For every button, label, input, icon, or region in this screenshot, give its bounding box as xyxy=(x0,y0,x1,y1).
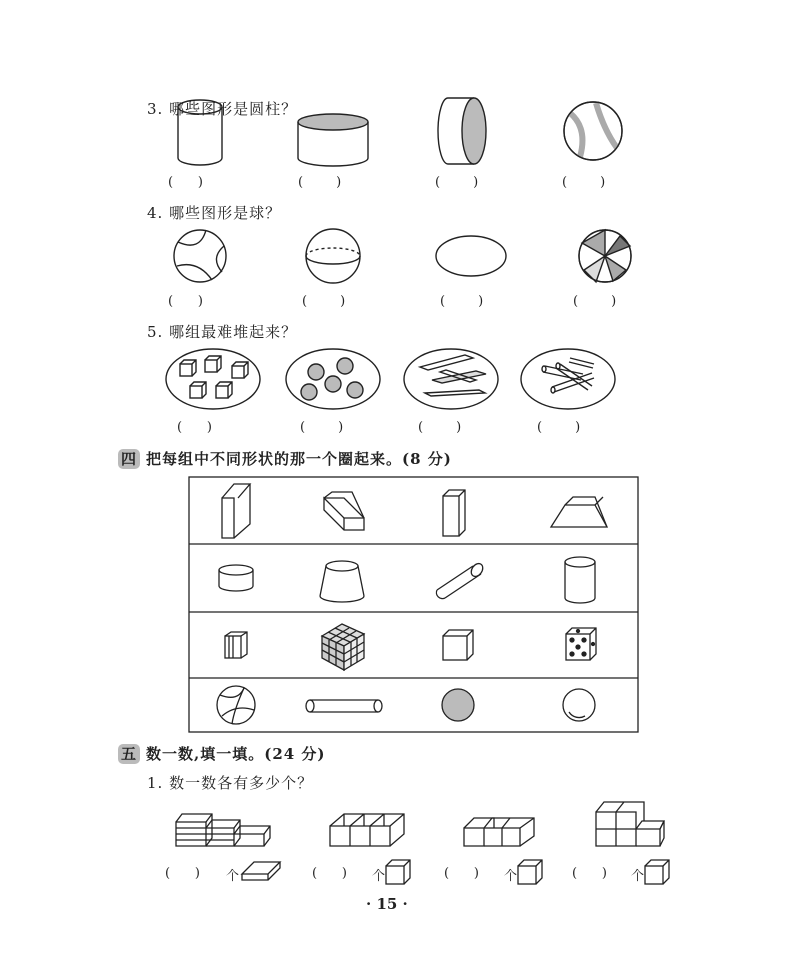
cubes-stair xyxy=(596,802,664,846)
count-answer-1[interactable]: ( ) xyxy=(165,866,200,881)
q5-group-cylinders xyxy=(521,349,615,409)
question-3-title: 3. 哪些图形是圆柱？ xyxy=(147,100,298,118)
question-5-1-title: 1. 数一数各有多少个？ xyxy=(147,774,314,792)
q4-answer-1[interactable]: ( ) xyxy=(168,294,203,309)
q4-beach-ball xyxy=(579,230,631,282)
count-answer-4[interactable]: ( ) xyxy=(572,866,607,881)
count-answer-2[interactable]: ( ) xyxy=(312,866,347,881)
row2-cone-frustum xyxy=(320,561,364,602)
row2-tall-cylinder xyxy=(565,557,595,603)
q5-answer-1[interactable]: ( ) xyxy=(177,420,212,435)
section-5-badge: 五 xyxy=(118,744,140,764)
row2-short-cylinder xyxy=(219,565,253,591)
row4-gray-ball xyxy=(442,689,474,721)
q3-sideways-cylinder xyxy=(438,98,486,164)
count-unit-2: 个 xyxy=(372,869,386,884)
unit-cube-icon-3 xyxy=(645,860,669,884)
section-5-heading xyxy=(118,743,326,764)
count-unit-3: 个 xyxy=(504,869,518,884)
row1-box xyxy=(324,492,364,530)
slabs-stack xyxy=(176,814,270,846)
count-answer-3[interactable]: ( ) xyxy=(444,866,479,881)
unit-cube-icon-1 xyxy=(386,860,410,884)
section-4-heading xyxy=(118,448,452,469)
q4-answer-4[interactable]: ( ) xyxy=(573,294,617,309)
row3-rubiks-cube xyxy=(322,624,364,670)
row4-volleyball xyxy=(217,686,255,724)
section-4-title: 把每组中不同形状的那一个圈起来。(8 分) xyxy=(146,450,452,468)
section-5-title: 数一数,填一填。(24 分) xyxy=(146,745,326,763)
row1-tall-prism xyxy=(443,490,465,536)
count-unit-4: 个 xyxy=(631,869,645,884)
count-unit-1: 个 xyxy=(226,869,240,884)
row3-cube xyxy=(443,630,473,660)
unit-slab-icon xyxy=(242,862,280,880)
unit-cube-icon-2 xyxy=(518,860,542,884)
question-4-title: 4. 哪些图形是球？ xyxy=(147,204,282,222)
row4-glass-ball xyxy=(563,689,595,721)
row2-tilted-cylinder xyxy=(436,561,485,598)
q4-answer-3[interactable]: ( ) xyxy=(440,294,484,309)
q5-group-boards xyxy=(404,349,498,409)
q4-ball-seams xyxy=(174,230,226,282)
q3-answer-4[interactable]: ( ) xyxy=(562,175,606,190)
q5-group-balls xyxy=(286,349,380,409)
row1-slab xyxy=(222,484,250,538)
row4-long-cylinder xyxy=(306,700,382,712)
q3-answer-2[interactable]: ( ) xyxy=(298,175,342,190)
page-number: · 15 · xyxy=(366,895,408,913)
q4-answer-2[interactable]: ( ) xyxy=(302,294,346,309)
section-4-badge: 四 xyxy=(118,449,140,469)
q5-group-cubes xyxy=(166,349,260,409)
q3-answer-1[interactable]: ( ) xyxy=(168,175,203,190)
q5-answer-2[interactable]: ( ) xyxy=(300,420,344,435)
cubes-row-3 xyxy=(330,814,404,846)
row3-book xyxy=(225,632,247,658)
cubes-row-l xyxy=(464,818,534,846)
q5-answer-4[interactable]: ( ) xyxy=(537,420,581,435)
row3-dice xyxy=(566,628,596,660)
q4-ellipse xyxy=(436,236,506,276)
q5-answer-3[interactable]: ( ) xyxy=(418,420,462,435)
row1-frustum xyxy=(551,497,607,527)
q3-striped-ball xyxy=(564,102,622,160)
q4-sphere xyxy=(306,229,360,283)
q3-wide-cylinder xyxy=(298,114,368,166)
q3-answer-3[interactable]: ( ) xyxy=(435,175,479,190)
question-5-title: 5. 哪组最难堆起来？ xyxy=(147,323,298,341)
